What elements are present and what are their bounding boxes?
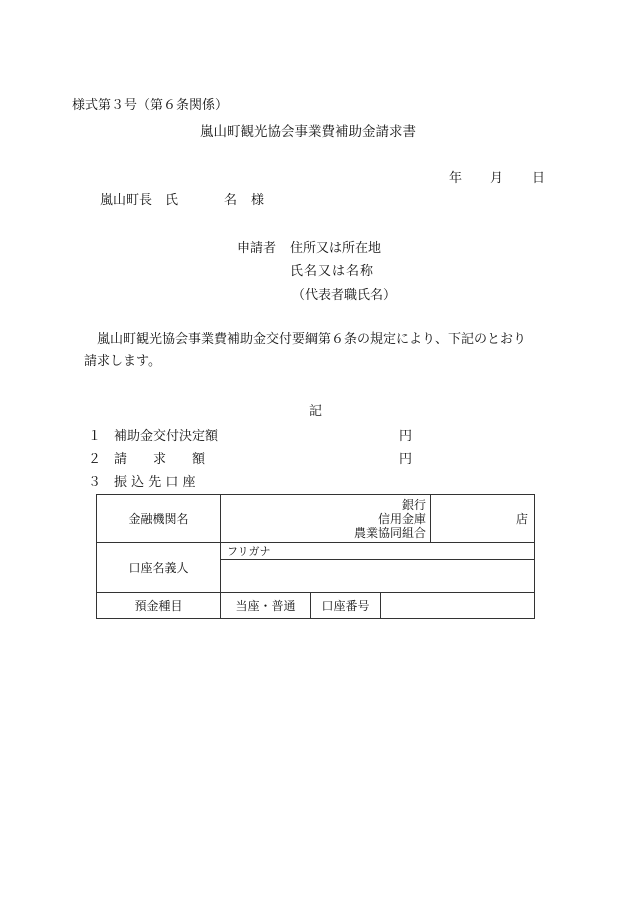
item-1-unit: 円: [399, 429, 413, 444]
account-holder-field[interactable]: [221, 560, 535, 593]
bank-type-nokyo: 農業協同組合: [353, 525, 426, 540]
bank-type-shinkin: 信用金庫: [377, 511, 426, 526]
branch-name-field[interactable]: [431, 495, 535, 543]
account-number-field[interactable]: [381, 593, 535, 619]
item-1-number: １: [88, 429, 102, 444]
item-2-number: ２: [88, 452, 102, 467]
account-number-label-cell: 口座番号: [311, 593, 381, 619]
addressee-name: 嵐山町長 氏: [100, 193, 179, 208]
applicant-representative-label: （代表者職氏名）: [292, 288, 397, 303]
date-month: 月: [490, 171, 504, 186]
item-1-label: 補助金交付決定額: [114, 429, 219, 444]
form-number-label: 様式第３号（第６条関係）: [72, 98, 229, 113]
addressee-mei: 名: [224, 193, 238, 208]
document-title: 嵐山町観光協会事業費補助金請求書: [200, 124, 416, 140]
request-paragraph: [84, 329, 564, 373]
addressee-sama: 様: [251, 193, 265, 208]
bank-account-table: [96, 494, 535, 619]
item-2-label: 請 求 額: [114, 452, 206, 467]
furigana-field[interactable]: [221, 543, 535, 560]
furigana-label: フリガナ: [227, 545, 271, 558]
date-day: 日: [532, 171, 546, 186]
date-year: 年: [449, 171, 463, 186]
ki-heading: 記: [309, 404, 323, 419]
bank-type-bank: 銀行: [401, 497, 426, 512]
request-text-line1: 嵐山町観光協会事業費補助金交付要綱第６条の規定により、下記のとおり: [97, 332, 527, 347]
deposit-type-label-cell: 預金種目: [97, 593, 221, 619]
institution-label-cell: 金融機関名: [97, 495, 221, 543]
applicant-label: 申請者: [237, 241, 277, 256]
holder-label-cell: 口座名義人: [97, 543, 221, 593]
deposit-type-field[interactable]: 当座・普通: [221, 593, 311, 619]
item-2-unit: 円: [399, 452, 413, 467]
institution-name-field[interactable]: [221, 495, 431, 543]
request-text-line2: 請求します。: [84, 354, 161, 369]
applicant-address-label: 住所又は所在地: [290, 241, 382, 256]
item-3-number: ３: [88, 475, 102, 490]
item-3-label: 振 込 先 口 座: [114, 475, 196, 490]
branch-suffix: 店: [515, 512, 528, 526]
applicant-name-label: 氏名又は名称: [290, 264, 375, 279]
